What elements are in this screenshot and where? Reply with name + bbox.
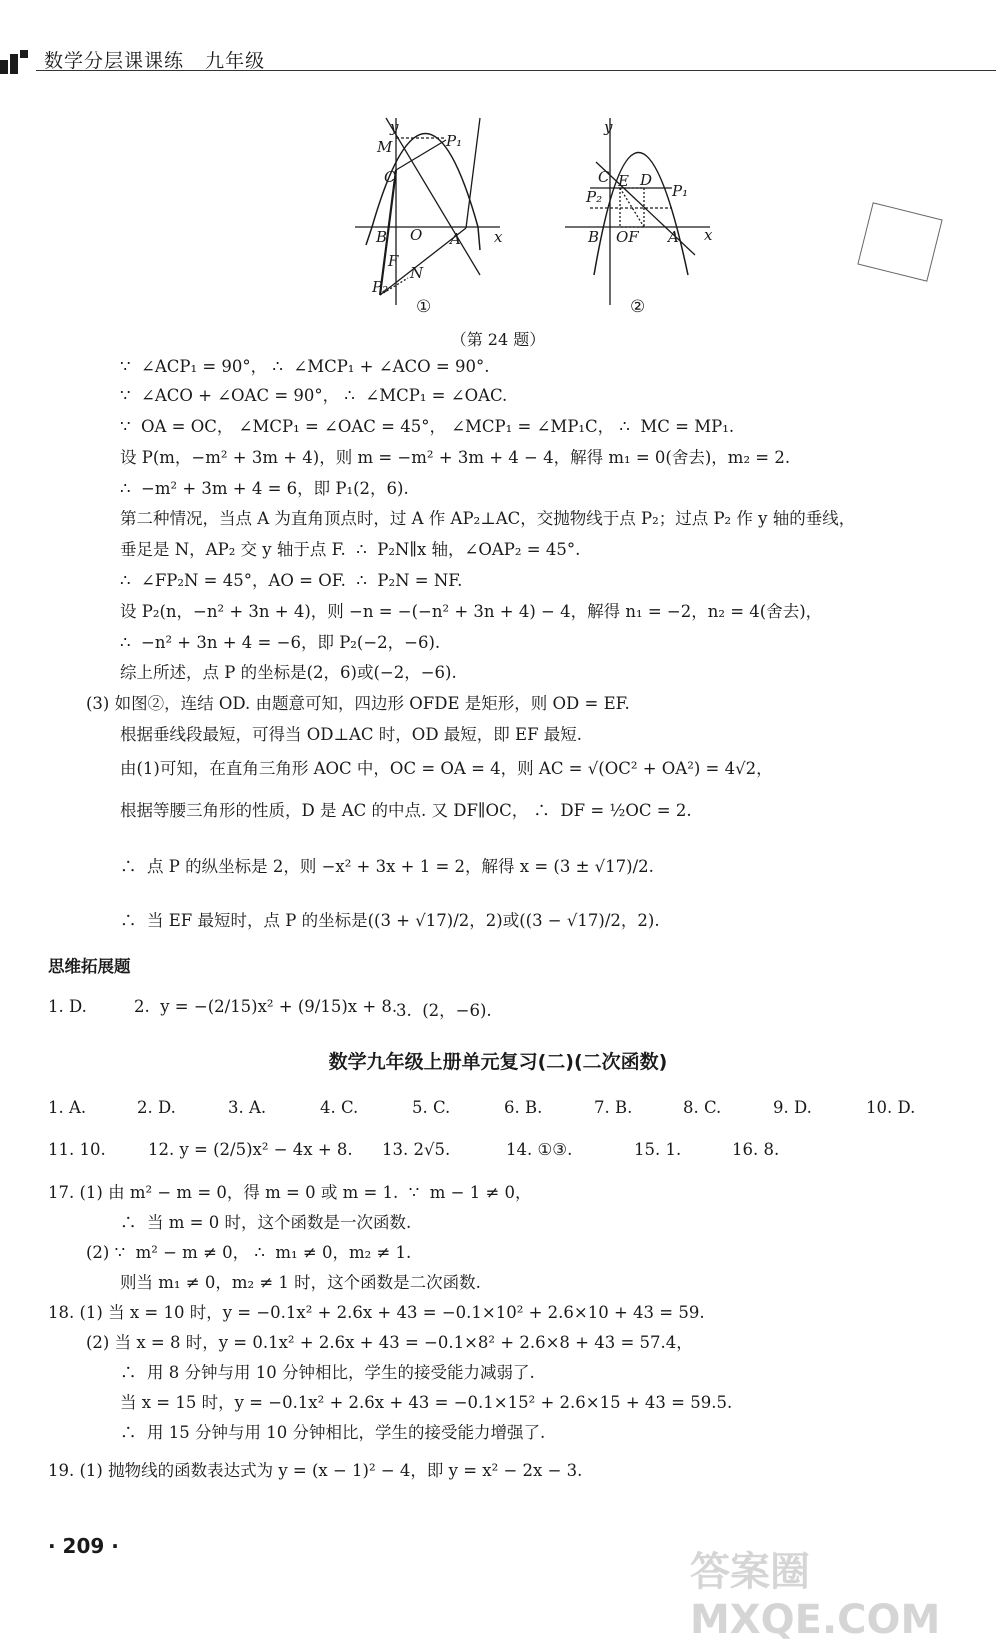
fig1-label-o: O — [410, 226, 423, 244]
page-number: · 209 · — [48, 1534, 119, 1558]
fig1-label-m: M — [377, 138, 393, 156]
q17-line: ∴ 当 m = 0 时，这个函数是一次函数. — [120, 1213, 412, 1232]
watermark: 答案圈 MXQE.COM — [690, 1549, 941, 1643]
q18-line: 18. (1) 当 x = 10 时，y = −0.1x² + 2.6x + 43 = −0.1×10² + 2.6×10 + 43 = 59. — [48, 1303, 705, 1322]
fig1-label-a: A — [450, 230, 461, 248]
fig1-label-y: y — [390, 118, 399, 136]
header-rule — [36, 70, 996, 71]
answer-item: 5. C. — [412, 1098, 451, 1117]
fig2-label-c: C — [598, 168, 610, 186]
fig1-label-p1: P₁ — [446, 132, 463, 150]
q18-line: ∴ 用 8 分钟与用 10 分钟相比，学生的接受能力减弱了. — [120, 1363, 535, 1382]
page-header — [0, 40, 996, 74]
answer-item: 13. 2√5. — [382, 1140, 451, 1159]
answer-item: 7. B. — [594, 1098, 633, 1117]
answer-item: 3. (2，−6). — [396, 1001, 492, 1020]
solution-line: ∵ ∠ACO + ∠OAC = 90°， ∴ ∠MCP₁ = ∠OAC. — [120, 386, 508, 405]
solution-line: ∴ 当 EF 最短时，点 P 的坐标是((3 + √17)/2，2)或((3 − √17)/2，2). — [120, 911, 660, 930]
figure-1 — [350, 110, 510, 315]
answer-item: 8. C. — [683, 1098, 722, 1117]
fig2-label-p2: P₂ — [586, 188, 603, 206]
answer-item: 2. D. — [137, 1098, 176, 1117]
answer-item: 3. A. — [228, 1098, 267, 1117]
fig1-label-x: x — [494, 228, 503, 246]
answer-item: 10. D. — [866, 1098, 916, 1117]
q17-line: (2) ∵ m² − m ≠ 0， ∴ m₁ ≠ 0，m₂ ≠ 1. — [86, 1243, 412, 1262]
answer-item: 12. y = (2/5)x² − 4x + 8. — [148, 1140, 353, 1159]
solution-line: 设 P₂(n，−n² + 3n + 4)，则 −n = −(−n² + 3n + 4) − 4，解得 n₁ = −2，n₂ = 4(舍去)， — [120, 602, 823, 621]
answer-item: 14. ①③. — [506, 1140, 573, 1159]
fig2-label-a: A — [668, 228, 679, 246]
answer-item: 1. A. — [48, 1098, 87, 1117]
fig2-label-b: B — [588, 228, 600, 246]
fig1-label-f: F — [388, 252, 399, 270]
solution-line: ∴ 点 P 的纵坐标是 2，则 −x² + 3x + 1 = 2，解得 x = (3 ± √17)/2. — [120, 857, 654, 876]
q18-line: 当 x = 15 时，y = −0.1x² + 2.6x + 43 = −0.1×15² + 2.6×15 + 43 = 59.5. — [120, 1393, 733, 1412]
solution-line: ∴ −n² + 3n + 4 = −6，即 P₂(−2，−6). — [120, 633, 441, 652]
q19-line: 19. (1) 抛物线的函数表达式为 y = (x − 1)² − 4，即 y = x² − 2x − 3. — [48, 1461, 583, 1480]
unit-title: 数学九年级上册单元复习(二)(二次函数) — [328, 1051, 668, 1073]
solution-line: 设 P(m，−m² + 3m + 4)，则 m = −m² + 3m + 4 − 4，解得 m₁ = 0(舍去)，m₂ = 2. — [120, 448, 791, 467]
solution-line: 根据垂线段最短，可得当 OD⊥AC 时，OD 最短，即 EF 最短. — [120, 725, 583, 744]
book-logo-icon — [0, 50, 34, 74]
fig1-number: ① — [416, 297, 432, 315]
q18-line: (2) 当 x = 8 时，y = 0.1x² + 2.6x + 43 = −0.1×8² + 2.6×8 + 43 = 57.4， — [86, 1333, 693, 1352]
fig2-number: ② — [630, 297, 646, 315]
solution-line: ∵ OA = OC， ∠MCP₁ = ∠OAC = 45°， ∠MCP₁ = ∠MP₁C， ∴ MC = MP₁. — [120, 417, 735, 436]
q17-line: 则当 m₁ ≠ 0，m₂ ≠ 1 时，这个函数是二次函数. — [120, 1273, 481, 1292]
answer-item: 11. 10. — [48, 1140, 106, 1159]
solution-line: 垂足是 N，AP₂ 交 y 轴于点 F. ∴ P₂N∥x 轴，∠OAP₂ = 45°. — [120, 540, 581, 559]
answer-item: 2. y = −(2/15)x² + (9/15)x + 8. — [134, 997, 398, 1016]
q17-line: 17. (1) 由 m² − m = 0，得 m = 0 或 m = 1. ∵ m − 1 ≠ 0， — [48, 1183, 532, 1202]
solution-line: 综上所述，点 P 的坐标是(2，6)或(−2，−6). — [120, 663, 457, 682]
solution-line: ∴ −m² + 3m + 4 = 6，即 P₁(2，6). — [120, 479, 409, 498]
fig2-label-x: x — [704, 226, 713, 244]
section-title: 思维拓展题 — [48, 957, 131, 976]
answer-item: 9. D. — [773, 1098, 812, 1117]
fig2-label-d: D — [640, 171, 653, 189]
fig2-label-p1: P₁ — [672, 182, 689, 200]
figure-2 — [560, 110, 720, 315]
book-title: 数学分层课课练 九年级 — [44, 50, 266, 72]
fig2-label-of: OF — [616, 228, 639, 246]
fig2-label-e: E — [618, 172, 629, 190]
solution-line: ∴ ∠FP₂N = 45°，AO = OF. ∴ P₂N = NF. — [120, 571, 463, 590]
solution-line: 根据等腰三角形的性质，D 是 AC 的中点. 又 DF∥OC， ∴ DF = ½OC = 2. — [120, 801, 692, 820]
fig1-label-c: C — [384, 168, 396, 186]
answer-item: 6. B. — [504, 1098, 543, 1117]
solution-line: 由(1)可知，在直角三角形 AOC 中，OC = OA = 4，则 AC = √(OC² + OA²) = 4√2， — [120, 759, 773, 778]
fig1-label-n: N — [410, 264, 424, 282]
solution-line: 第二种情况，当点 A 为直角顶点时，过 A 作 AP₂⊥AC，交抛物线于点 P₂；过点 P₂ 作 y 轴的垂线， — [120, 509, 856, 528]
answer-item: 16. 8. — [732, 1140, 780, 1159]
answer-item: 1. D. — [48, 997, 87, 1016]
solution-line: ∵ ∠ACP₁ = 90°， ∴ ∠MCP₁ + ∠ACO = 90°. — [120, 357, 490, 376]
solution-line: (3) 如图②，连结 OD. 由题意可知，四边形 OFDE 是矩形，则 OD = EF. — [86, 694, 630, 713]
q18-line: ∴ 用 15 分钟与用 10 分钟相比，学生的接受能力增强了. — [120, 1423, 546, 1442]
fig1-label-p2: P₂ — [372, 278, 389, 296]
corner-stamp-icon — [857, 202, 942, 282]
fig1-label-b: B — [376, 228, 388, 246]
fig2-label-y: y — [604, 118, 613, 136]
answer-item: 15. 1. — [634, 1140, 682, 1159]
answer-item: 4. C. — [320, 1098, 359, 1117]
figure-caption: （第 24 题） — [450, 330, 546, 349]
